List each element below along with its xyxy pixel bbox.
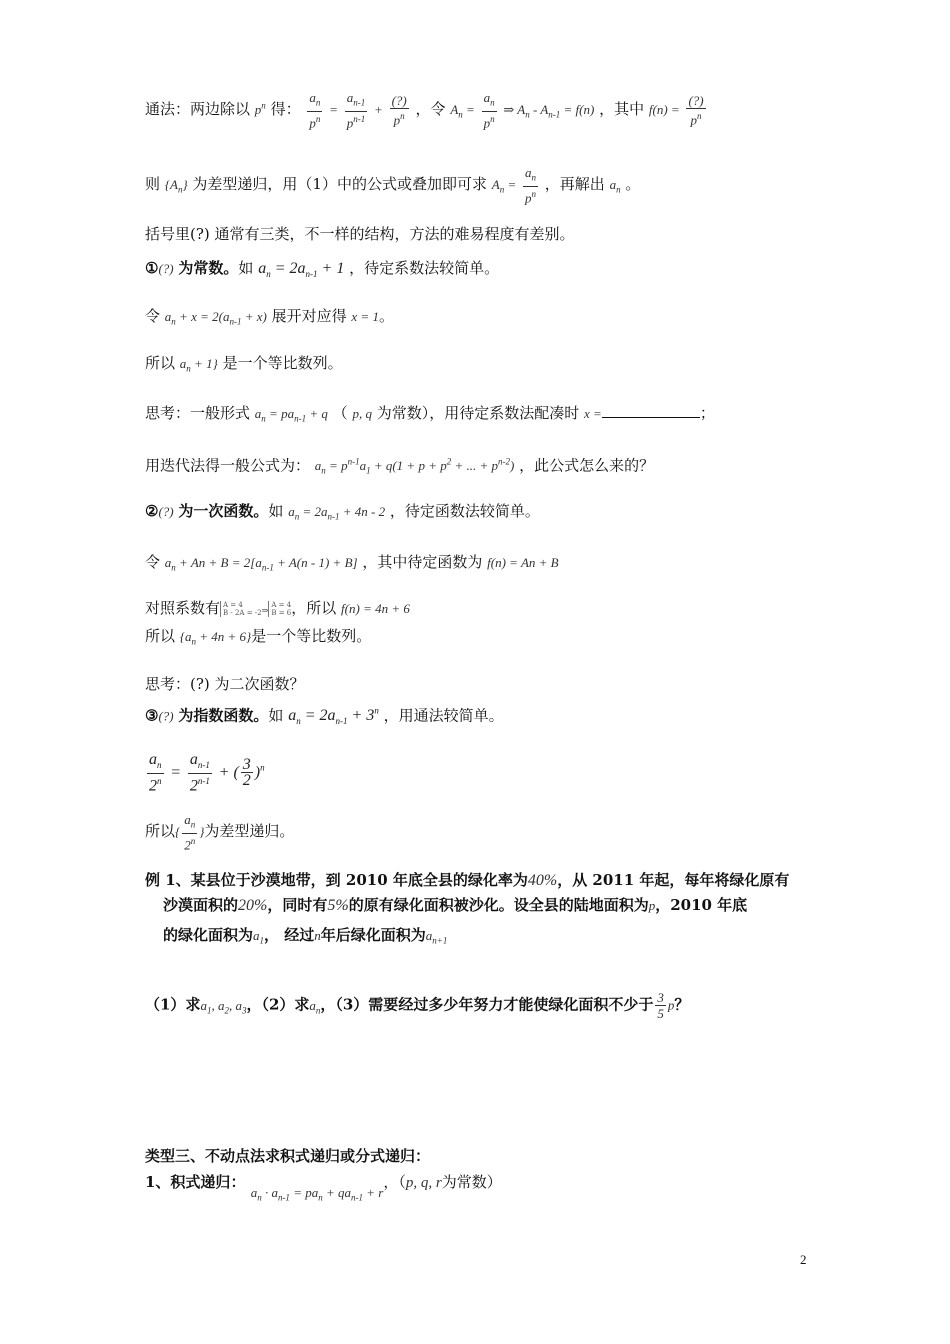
text: 例 1、某县位于沙漠地带，到 2010 年底全县的绿化率为 bbox=[145, 871, 528, 889]
line-type-exponential bbox=[145, 700, 504, 733]
math: $a_n + x = 2(a_{n-1} + x)$ bbox=[164, 309, 267, 327]
math: $\{A_n\}$ bbox=[164, 176, 188, 195]
text: 展开对应得 bbox=[271, 307, 347, 325]
heading: 为指数函数。 bbox=[178, 706, 269, 725]
math: f(n) = 4n + 6 bbox=[341, 601, 410, 616]
line-iteration bbox=[145, 451, 654, 482]
line-difference-recursion bbox=[145, 165, 640, 205]
math: + ( bbox=[218, 763, 239, 781]
text: 是一个等比数列。 bbox=[222, 354, 343, 372]
line-difference-2 bbox=[145, 812, 294, 852]
line-general-method: 通法：两边除以 $p^n$ 得： $\frac{a_n}{p^n}$ = $\frac{a_{n-1}}{p^{n-1}}$ + $\frac{(?)}{p^n}$ ，令 $A_n$ = $\frac{a_n}{p^n}$ ⇒ $A_n - A_{n-1} = f(n)$ ，其中 f(n) = $\frac{(?)}{p^n}$ bbox=[145, 90, 704, 130]
text: 为差型递归。 bbox=[204, 821, 295, 840]
math: $a_1$, $a_2$, $a_3$ bbox=[200, 997, 247, 1016]
math: (?) bbox=[158, 504, 174, 519]
math: $a_{n+1}$ bbox=[425, 928, 448, 946]
math: $a_n$ bbox=[609, 176, 621, 195]
line-think-quadratic bbox=[145, 673, 305, 695]
text: 沙漠面积的 bbox=[163, 896, 239, 914]
line-three-types bbox=[145, 223, 575, 245]
text: 所以 bbox=[145, 627, 176, 645]
product-recursion bbox=[145, 1171, 502, 1203]
math: = bbox=[170, 763, 182, 781]
math: 5% bbox=[327, 897, 349, 914]
math: (?) bbox=[158, 708, 174, 724]
text: ，用通法较简单。 bbox=[383, 706, 504, 725]
heading: 为一次函数。 bbox=[178, 502, 269, 520]
page-number: 2 bbox=[800, 1252, 807, 1267]
text: 如 bbox=[268, 706, 284, 725]
text: ，此公式怎么来的？ bbox=[519, 456, 655, 475]
text: ，（3）需要经过多少年努力才能使绿化面积不少于 bbox=[320, 995, 654, 1014]
line-geometric-2 bbox=[145, 625, 371, 653]
fraction: $\frac{3}{2}$ bbox=[242, 756, 251, 790]
math: )$^n$ bbox=[254, 762, 265, 781]
text: 思考：(?) 为二次函数？ bbox=[145, 675, 305, 693]
fraction: $\frac{a_n}{p^n}$ bbox=[309, 90, 321, 130]
text: 1、积式递归： bbox=[145, 1173, 246, 1191]
line-divide-2n bbox=[145, 752, 265, 794]
math: $A_n$ = bbox=[450, 101, 475, 120]
example-1-line-1 bbox=[145, 869, 789, 892]
text: 用迭代法得一般公式为： bbox=[145, 456, 311, 475]
math: x = 1 bbox=[351, 309, 379, 324]
section-type-3 bbox=[145, 1145, 430, 1167]
text: 是一个等比数列。 bbox=[251, 627, 372, 645]
text: 通法：两边除以 bbox=[145, 99, 251, 118]
math: p bbox=[648, 898, 656, 913]
math: (?) bbox=[158, 261, 174, 276]
text: 如 bbox=[238, 259, 254, 277]
text: ， 经过 bbox=[264, 926, 315, 944]
text: （ bbox=[332, 404, 348, 422]
line-type-constant bbox=[145, 257, 499, 285]
math: $a_n + An + B = 2[a_{n-1} + A(n - 1) + B]$ bbox=[164, 555, 358, 573]
text: ，所以 bbox=[291, 599, 337, 617]
text: 为差型递归，用（1）中的公式或叠加即可求 bbox=[192, 174, 487, 193]
math: n bbox=[314, 928, 321, 943]
text: ，待定函数法较简单。 bbox=[389, 502, 540, 520]
text: 则 bbox=[145, 174, 161, 193]
math: $\{a_n + 4n + 6\}$ bbox=[179, 629, 252, 647]
implies-icon: ⇒ bbox=[261, 606, 269, 615]
equation-system: A = 4 B - 2A = -2 bbox=[220, 601, 262, 617]
math: 40% bbox=[527, 872, 558, 889]
fraction: $\frac{a_n}{p^n}$ bbox=[525, 165, 537, 205]
text: ，令 bbox=[415, 99, 446, 118]
math: f(n) = An + B bbox=[487, 555, 559, 570]
math: $a_1$ bbox=[253, 928, 265, 946]
circle-number: ③ bbox=[145, 706, 159, 725]
text: ； bbox=[699, 404, 715, 422]
text: 对照系数有 bbox=[145, 599, 221, 617]
math: { bbox=[175, 823, 181, 839]
text: ，（ bbox=[383, 1173, 406, 1191]
section-heading: 类型三、不动点法求积式递归或分式递归： bbox=[145, 1147, 431, 1165]
line-let-function bbox=[145, 551, 559, 579]
math: ⇒ $A_n - A_{n-1} = f(n)$ bbox=[503, 101, 595, 120]
math: $a_n + 1$} bbox=[179, 356, 218, 374]
math: $p^n$ bbox=[254, 100, 266, 117]
math: $a_n = pa_{n-1} + q$ bbox=[254, 406, 328, 424]
text: 为常数） bbox=[441, 1173, 502, 1191]
math: $a_n \cdot a_{n-1} = pa_n + qa_{n-1} + r$ bbox=[250, 1185, 384, 1203]
math: f(n) = bbox=[648, 101, 680, 117]
example-1-line-2 bbox=[163, 894, 747, 917]
text: 的原有绿化面积被沙化。设全县的陆地面积为 bbox=[348, 896, 649, 914]
text: 。 bbox=[378, 307, 394, 325]
math: p bbox=[667, 997, 675, 1013]
fraction: $\frac{a_n}{2^n}$ bbox=[184, 812, 196, 852]
text: 令 bbox=[145, 307, 161, 325]
math: } bbox=[199, 823, 205, 839]
text: 为常数），用待定系数法配凑时 bbox=[376, 404, 580, 422]
text: ，其中 bbox=[599, 99, 645, 118]
answer-blank bbox=[602, 405, 700, 418]
text: ，（2）求 bbox=[246, 995, 310, 1014]
fraction: $\frac{a_{n-1}}{2^{n-1}}$ bbox=[189, 751, 210, 795]
text: 得： bbox=[270, 99, 301, 118]
text: 括号里(?) 通常有三类，不一样的结构，方法的难易程度有差别。 bbox=[145, 225, 575, 243]
line-geometric-1 bbox=[145, 352, 343, 380]
text: （1）求 bbox=[145, 995, 201, 1014]
text: 如 bbox=[268, 502, 284, 520]
text: ，其中待定函数为 bbox=[362, 553, 483, 571]
text: 年后绿化面积为 bbox=[320, 926, 426, 944]
text: 思考：一般形式 bbox=[145, 404, 251, 422]
math: $A_n$ = bbox=[491, 176, 517, 195]
math: p, q bbox=[352, 406, 372, 421]
fraction: $\frac{a_n}{p^n}$ bbox=[483, 90, 495, 130]
line-think-general bbox=[145, 402, 715, 430]
circle-number: ② bbox=[145, 502, 159, 520]
fraction: $\frac{a_n}{2^n}$ bbox=[149, 751, 162, 795]
text: ，同时有 bbox=[267, 896, 328, 914]
math: $a_n = 2a_{n-1} + 4n - 2$ bbox=[288, 504, 386, 522]
math: $a_n = 2a_{n-1} + 3^n$ bbox=[288, 706, 379, 727]
math: p, q, r bbox=[405, 1175, 442, 1191]
example-1-line-3 bbox=[163, 924, 447, 952]
math: $a_n = 2a_{n-1} + 1$ bbox=[258, 260, 345, 280]
fraction: $\frac{a_{n-1}}{p^{n-1}}$ bbox=[346, 90, 366, 130]
math: $a_n = p^{n-1}a_1 + q(1 + p + p^2$ + ... + $p^{n-2}$) bbox=[314, 457, 515, 476]
heading: 为常数。 bbox=[178, 259, 239, 277]
fraction: $\frac{3}{5}$ bbox=[657, 990, 664, 1021]
text: ，2010 年底 bbox=[655, 896, 748, 914]
text: 所以 bbox=[145, 821, 176, 840]
math: 20% bbox=[238, 897, 268, 914]
text: ，再解出 bbox=[544, 174, 605, 193]
math: $a_n$ bbox=[309, 997, 321, 1016]
text: ？ bbox=[674, 995, 690, 1014]
text: 令 bbox=[145, 553, 161, 571]
text: 的绿化面积为 bbox=[163, 926, 254, 944]
fraction: $\frac{(?)}{p^n}$ bbox=[688, 92, 704, 128]
text: 所以 bbox=[145, 354, 176, 372]
line-let-x bbox=[145, 305, 394, 333]
text: ，从 2011 年起，每年将绿化原有 bbox=[557, 871, 790, 889]
circle-number: ① bbox=[145, 259, 159, 277]
fraction: $\frac{(?)}{p^n}$ bbox=[391, 92, 407, 128]
line-coefficients bbox=[145, 597, 410, 622]
equation-system: A = 4 B = 6 bbox=[268, 601, 291, 617]
text: 。 bbox=[625, 174, 641, 193]
text: ，待定系数法较简单。 bbox=[349, 259, 500, 277]
example-1-questions bbox=[145, 990, 689, 1021]
line-type-linear bbox=[145, 500, 540, 528]
math: x = bbox=[584, 406, 602, 421]
